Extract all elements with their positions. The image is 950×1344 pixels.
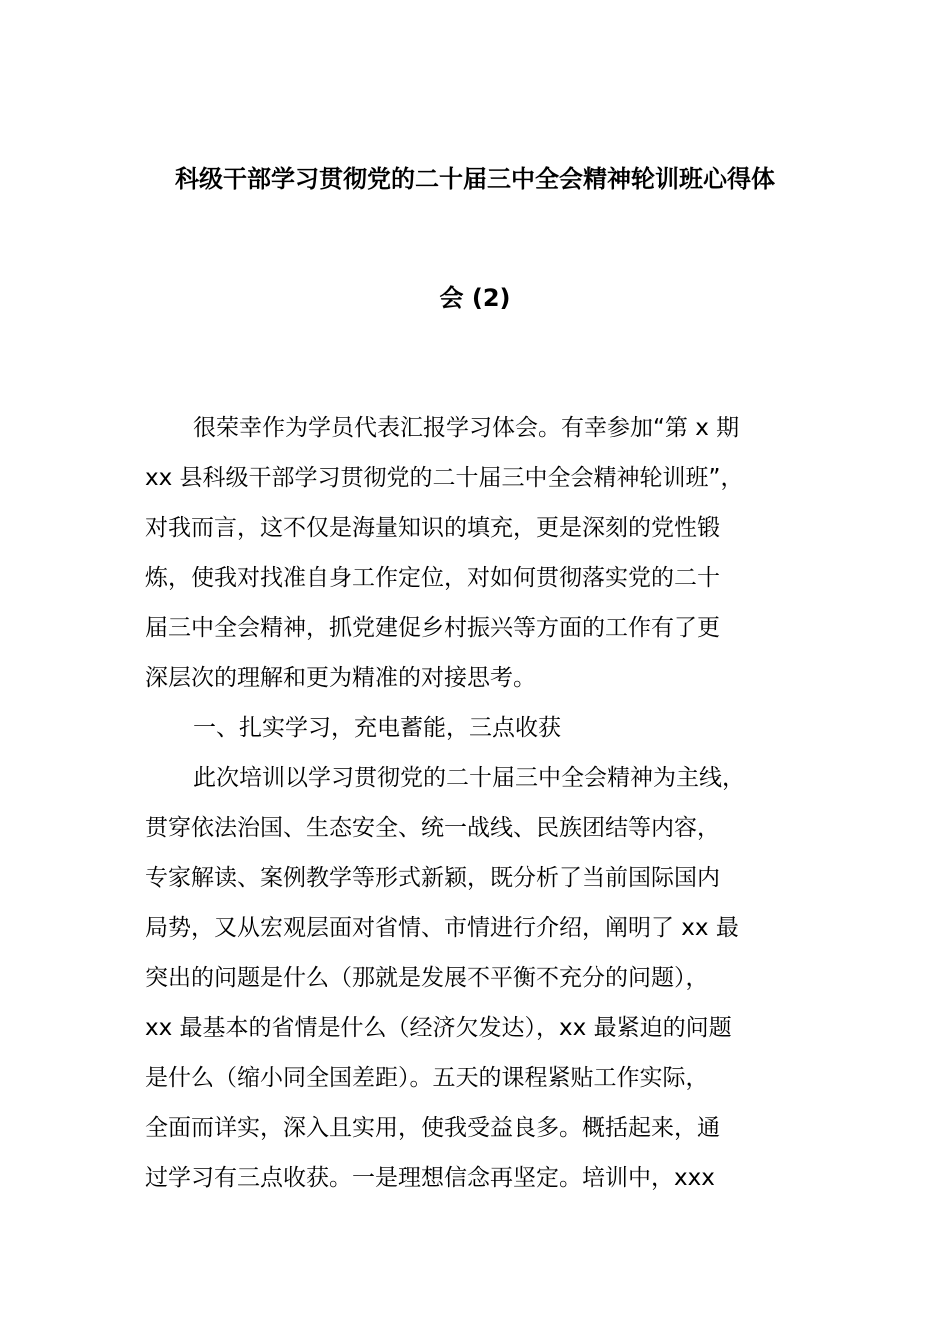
paragraph-line: 局势，又从宏观层面对省情、市情进行介绍，阐明了 xx 最 bbox=[145, 915, 739, 941]
document-title-line-1: 科级干部学习贯彻党的二十届三中全会精神轮训班心得体 bbox=[175, 165, 775, 193]
paragraph-line: 专家解读、案例教学等形式新颖，既分析了当前国际国内 bbox=[145, 865, 720, 891]
paragraph-line: xx 最基本的省情是什么（经济欠发达），xx 最紧迫的问题 bbox=[145, 1015, 732, 1041]
paragraph-line: 届三中全会精神，抓党建促乡村振兴等方面的工作有了更 bbox=[145, 615, 720, 641]
paragraph-line: 炼，使我对找准自身工作定位，对如何贯彻落实党的二十 bbox=[145, 565, 720, 591]
section-heading: 一、扎实学习，充电蓄能，三点收获 bbox=[193, 715, 561, 741]
paragraph-line: xx 县科级干部学习贯彻党的二十届三中全会精神轮训班”， bbox=[145, 465, 744, 491]
paragraph-line: 是什么（缩小同全国差距）。五天的课程紧贴工作实际， bbox=[145, 1065, 709, 1091]
paragraph-line: 全面而详实，深入且实用，使我受益良多。概括起来，通 bbox=[145, 1115, 720, 1141]
paragraph-line: 此次培训以学习贯彻党的二十届三中全会精神为主线， bbox=[193, 765, 745, 791]
document-body bbox=[145, 403, 835, 1203]
paragraph-line: 对我而言，这不仅是海量知识的填充，更是深刻的党性锻 bbox=[145, 515, 720, 541]
paragraph-line: 贯穿依法治国、生态安全、统一战线、民族团结等内容， bbox=[145, 815, 720, 841]
paragraph-line: 突出的问题是什么（那就是发展不平衡不充分的问题）， bbox=[145, 965, 709, 991]
paragraph-line: 过学习有三点收获。一是理想信念再坚定。培训中，xxx bbox=[145, 1165, 715, 1191]
document-title-line-2: 会 (2) bbox=[439, 284, 511, 312]
paragraph-line: 深层次的理解和更为精准的对接思考。 bbox=[145, 665, 536, 691]
paragraph-line: 很荣幸作为学员代表汇报学习体会。有幸参加“第 x 期 bbox=[193, 415, 740, 441]
